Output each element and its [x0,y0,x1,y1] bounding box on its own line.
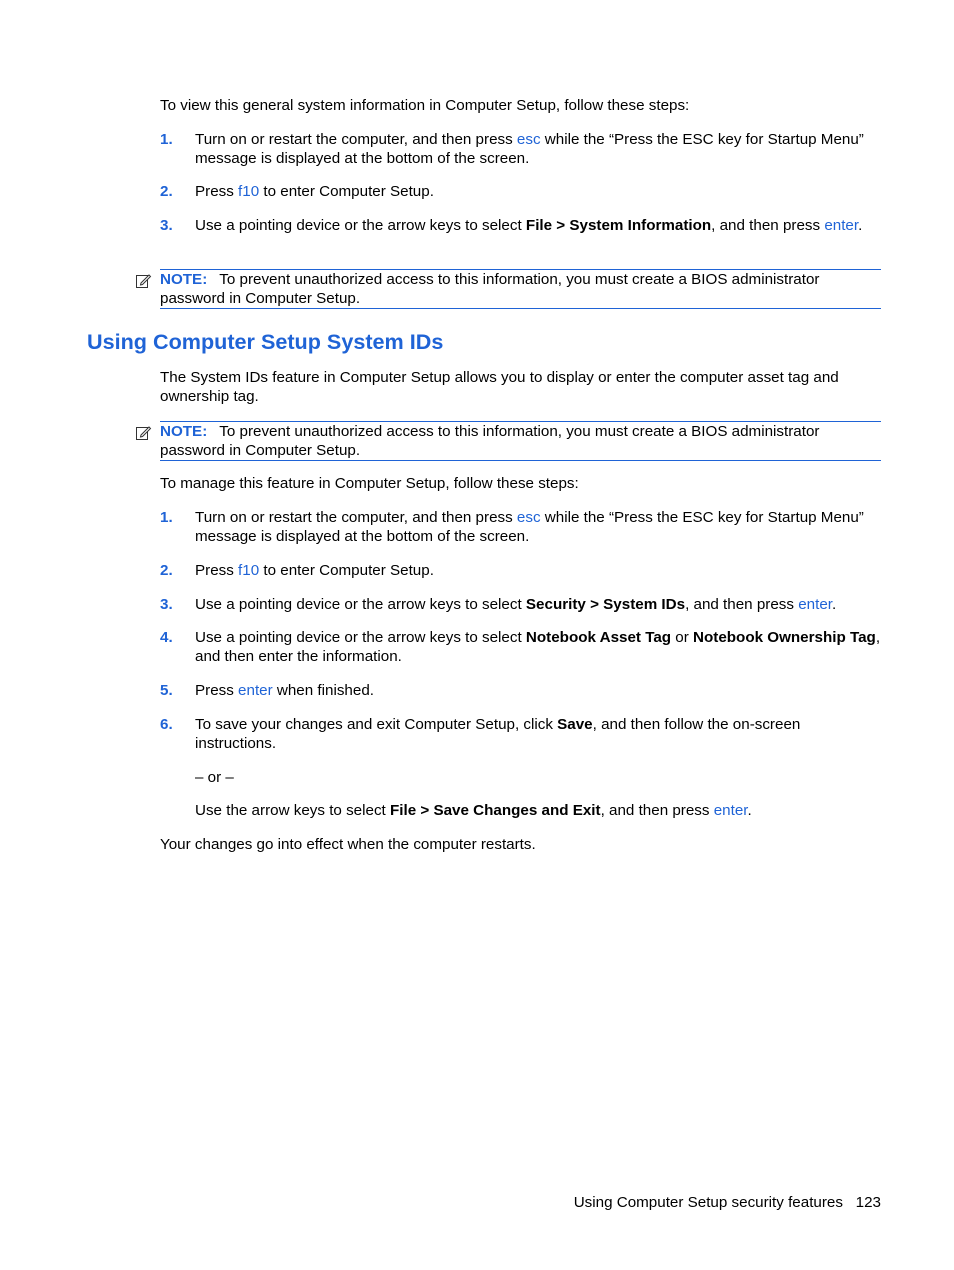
page-number: 123 [855,1194,881,1211]
key-enter: enter [824,217,859,234]
step-number: 1. [160,509,173,526]
intro-paragraph: The System IDs feature in Computer Setup allows you to display or enter the computer asset tag and ownership tag. [160,369,839,405]
step-number: 4. [160,629,173,646]
step-text: Use the arrow keys to select File > Save Changes and Exit, and then press enter. [195,802,752,819]
key-enter: enter [713,802,748,819]
step-text: Turn on or restart the computer, and then press esc while the “Press the ESC key for Startup Menu” message is displayed at the bottom of the screen. [195,131,864,167]
note-text: To prevent unauthorized access to this information, you must create a BIOS administrator password in Computer Setup. [160,271,820,307]
note-box [160,269,881,309]
step-text: To save your changes and exit Computer Setup, click Save, and then follow the on-screen instructions. [195,716,801,752]
step-number: 2. [160,183,173,200]
step-text: Press f10 to enter Computer Setup. [195,183,434,200]
note-pencil-icon [135,424,152,441]
manage-paragraph: To manage this feature in Computer Setup, follow these steps: [160,475,579,492]
document-page: To view this general system information in Computer Setup, follow these steps: 1. Turn on or restart the computer, and then press esc while the “Press the ESC key for Startup Menu” message is displayed at the bottom of the screen. 2. Press f10 to enter Computer Setup. 3. Use a pointing device or the arrow keys to select File > System Information, and then press enter. NOTE: To prevent unauthorized access to this information, you must create a BIOS administrator password in Computer Setup. Using Computer Setup System IDs The System IDs feature in Computer Setup allows you to display or enter the computer asset tag and ownership tag. NOTE: To prevent unauthorized access to this information, you must create a BIOS administrator password in Computer Setup. To manage this feature in Computer Setup, follow these steps: 1. Turn on or restart the computer, and then press esc while the “Press the ESC key for Startup Menu” message is displayed at the bottom of the screen. 2. Press f10 to enter Computer Setup. 3. Use a pointing device or the arrow keys to select Security > System IDs, and then press enter. 4. Use a pointing device or the arrow keys to select Notebook Asset Tag or Notebook Ownership Tag, and then enter the information. 5. Press enter when finished. 6. To save your changes and exit Computer Setup, click Save, and then follow the on-screen instructions. – or – Use the arrow keys to select File > Save Changes and Exit, and then press enter. Your changes go into effect when the computer restarts. Using Computer Setup security features 123 [87,97,881,1211]
step-number: 3. [160,596,173,613]
key-esc: esc [516,509,541,526]
page-footer [574,1193,881,1212]
key-enter: enter [798,596,832,613]
key-f10: f10 [238,183,260,200]
step-number: 6. [160,716,173,733]
step-text: Use a pointing device or the arrow keys to select File > System Information, and then press enter. [195,217,863,234]
footer-title: Using Computer Setup security features [573,1194,843,1211]
key-enter: enter [238,682,273,699]
step-text: Press enter when finished. [195,682,374,699]
step-number: 5. [160,682,173,699]
key-f10: f10 [238,562,260,579]
note-pencil-icon [135,272,152,289]
step-text: Press f10 to enter Computer Setup. [195,562,434,579]
step-text: Turn on or restart the computer, and then press esc while the “Press the ESC key for Startup Menu” message is displayed at the bottom of the screen. [195,509,864,545]
section-heading: Using Computer Setup System IDs [87,329,444,354]
note-text: To prevent unauthorized access to this information, you must create a BIOS administrator password in Computer Setup. [160,423,820,459]
note-label: NOTE: [160,423,208,440]
note-box [160,421,881,461]
note-label: NOTE: [160,271,208,288]
closing-paragraph: Your changes go into effect when the computer restarts. [160,836,536,853]
step-text: Use a pointing device or the arrow keys to select Security > System IDs, and then press enter. [195,596,837,613]
intro-paragraph: To view this general system information in Computer Setup, follow these steps: [160,97,690,114]
key-esc: esc [516,131,541,148]
step-number: 2. [160,562,173,579]
step-number: 3. [160,217,173,234]
step-text: Use a pointing device or the arrow keys to select Notebook Asset Tag or Notebook Ownership Tag, and then enter the information. [195,629,881,665]
step-number: 1. [160,131,173,148]
